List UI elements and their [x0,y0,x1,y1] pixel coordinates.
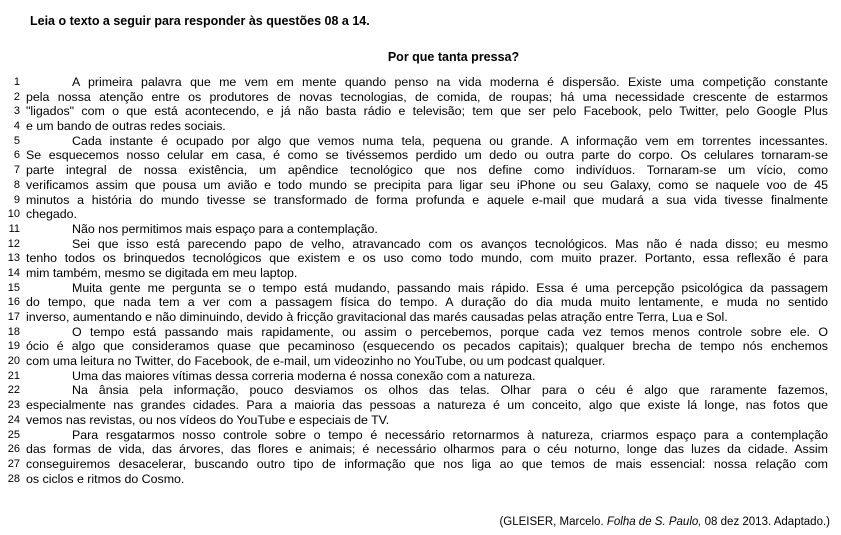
text-line [0,339,841,354]
text-line [0,295,841,310]
line-number: 23 [7,399,20,412]
text-line [0,354,841,369]
line-number: 25 [7,428,20,441]
citation [499,516,830,528]
line-text: Não nos permitimos mais espaço para a contemplação. [72,221,378,236]
line-text: os ciclos e ritmos do Cosmo. [26,471,185,486]
text-line [0,472,841,487]
line-text: tenho todos os brinquedos tecnológicos que existem e os uso como todo mundo, com muito prazer. Portanto, essa reflexão é para [26,251,828,266]
line-number: 12 [7,237,20,250]
text-line [0,193,841,208]
text-line [0,90,841,105]
text-line [0,383,841,398]
line-number: 1 [13,76,20,88]
text-line [0,442,841,457]
line-number: 2 [13,90,20,103]
line-text: Uma das maiores vítimas dessa correria moderna é nossa conexão com a natureza. [72,368,536,383]
text-line [0,413,841,428]
text-title: Por que tanta pressa? [387,50,520,64]
line-number: 8 [13,178,20,191]
line-number: 27 [7,457,20,470]
line-text: minutos a história do mundo tivesse se transformado de forma profunda e aquele e-mail que mudará a sua vida tivesse finalmente [26,192,828,207]
line-text: Sei que isso está parecendo papo de velho, atravancado com os avanços tecnológicos. Mas não é nada disso; eu mesmo [72,236,828,251]
line-number: 5 [13,134,20,147]
text-line [0,310,841,325]
line-number: 14 [7,266,20,279]
text-line [0,398,841,413]
line-number: 22 [7,384,20,397]
line-text: Se esquecemos nosso celular em casa, é como se tivéssemos perdido um dedo ou outra parte do corpo. Os celulares tornaram-se [26,148,828,163]
text-line [0,104,841,119]
text-line [0,237,841,252]
text-line [0,163,841,178]
line-number: 20 [7,355,20,368]
text-line [0,178,841,193]
text-line [0,148,841,163]
line-text: verificamos assim que pousa um avião e todo mundo se precipita para ligar seu iPhone ou seu Galaxy, como se naquele voo de 45 [26,177,828,192]
text-line [0,119,841,134]
line-number: 24 [7,413,20,426]
line-number: 4 [13,120,20,133]
text-line [0,222,841,237]
line-number: 28 [7,472,20,485]
line-number: 3 [13,105,20,118]
line-number: 15 [7,281,20,294]
line-text: Cada instante é ocupado por algo que vemos numa tela, pequena ou grande. A informação vem em torrentes incessantes. [72,133,828,148]
line-number: 19 [7,340,20,353]
line-text: chegado. [26,207,77,222]
citation-source: Folha de S. Paulo, [606,516,702,528]
line-number: 11 [8,222,20,235]
line-number: 21 [7,369,20,382]
line-text: das formas de vida, das árvores, das flores e animais; é necessário olharmos para o céu noturno, longe das luzes da cidade. Assim [26,442,828,457]
line-number: 6 [13,149,20,162]
text-line [0,428,841,443]
line-text: Muita gente me pergunta se o tempo está mudando, passando mais rápido. Essa é uma percepção psicológica da passagem [72,280,828,295]
line-text: O tempo está passando mais rapidamente, ou assim o percebemos, porque cada vez temos menos controle sobre ele. O [72,324,828,339]
text-line [0,457,841,472]
line-number: 10 [7,208,20,221]
line-text: mim também, mesmo se digitada em meu laptop. [26,265,298,280]
line-text: Na ânsia pela informação, pouco desviamos os olhos das telas. Olhar para o céu é algo que raramente fazemos, [72,383,828,398]
instruction-text: Leia o texto a seguir para responder às questões 08 a 14. [30,14,370,28]
line-text: do tempo, que nada tem a ver com a passagem física do tempo. A duração do dia muda muito lentamente, e muda no sentido [26,295,828,310]
line-text: pela nossa atenção entre os produtores de novas tecnologias, de comida, de roupas; há uma necessidade crescente de estarmos [26,89,828,104]
text-line [0,325,841,340]
line-number: 17 [7,311,20,323]
text-line [0,75,841,90]
line-text: conseguiremos desacelerar, buscando outro tipo de informação que nos liga ao que temos de mais essencial: nossa relação com [26,456,828,471]
line-number: 18 [7,325,20,338]
line-text: A primeira palavra que me vem em mente quando penso na vida moderna é dispersão. Existe uma competição constante [72,75,828,89]
line-text: e um bando de outras redes sociais. [26,119,226,134]
text-line [0,369,841,384]
line-number: 7 [13,164,20,177]
line-text: especialmente nas grandes cidades. Para a maioria das pessoas a natureza é um conceito, algo que existe lá longe, nas fotos que [26,398,828,413]
line-number: 16 [7,296,20,309]
line-text: ócio é algo que consideramos quase que pecaminoso (esquecendo os pecados capitais); qualquer brecha de tempo nós enchemos [26,339,828,354]
citation-suffix: 08 dez 2013. Adaptado.) [701,516,830,528]
line-text: vemos nas revistas, ou nos vídeos do YouTube e especiais de TV. [26,412,390,427]
line-number: 13 [7,252,20,265]
numbered-text-body [0,75,841,486]
line-text: parte integral de nossa existência, um apêndice tecnológico que nos define como indivíduos. Tornaram-se um vício, como [26,163,828,178]
line-number: 26 [7,443,20,456]
text-line [0,207,841,222]
text-line [0,251,841,266]
line-text: inverso, aumentando e não diminuindo, devido à fricção gravitacional das marés causadas pelas atração entre Terra, Lua e Sol. [26,310,728,324]
line-text: com uma leitura no Twitter, do Facebook, de e-mail, um videozinho no YouTube, ou um podcast qualquer. [26,354,606,369]
line-text: "ligados" com o que está acontecendo, e já não basta rádio e televisão; tem que ser pelo Facebook, pelo Twitter, pelo Google Plus [26,104,828,119]
text-line [0,266,841,281]
text-line [0,134,841,149]
line-text: Para resgatarmos nosso controle sobre o tempo é necessário retornarmos à natureza, criarmos espaço para a contemplação [72,427,828,442]
citation-prefix: (GLEISER, Marcelo. [499,516,607,528]
text-line [0,281,841,296]
line-number: 9 [13,193,20,206]
